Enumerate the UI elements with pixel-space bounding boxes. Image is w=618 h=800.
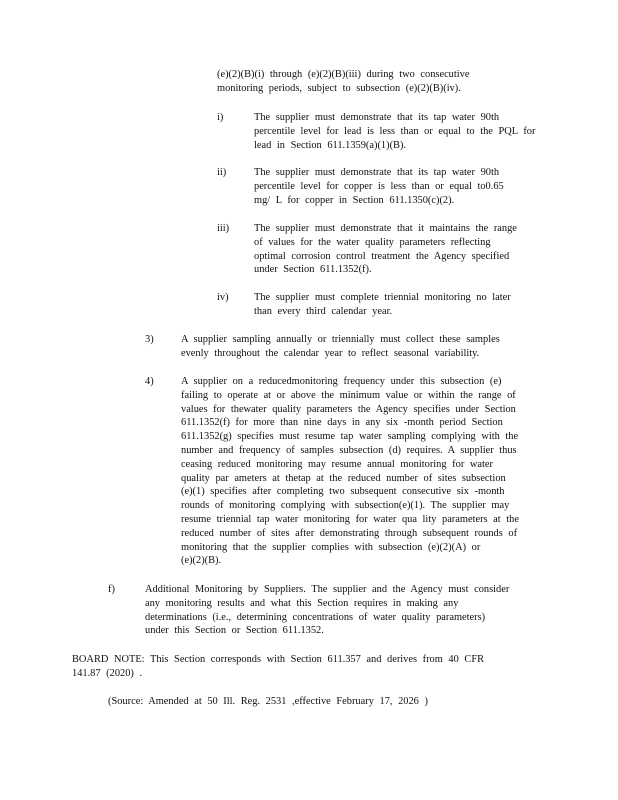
- item-label-4: 4): [145, 376, 154, 387]
- item-ii-text: [254, 166, 504, 207]
- item-label-f: f): [108, 584, 115, 595]
- text-line: (e)(2)(B)(i) through (e)(2)(B)(iii) during two consecutive: [217, 69, 470, 80]
- text-line: 611.1352(g) specifies must resume tap water sampling complying with the: [181, 431, 519, 443]
- item-4-text: [181, 375, 519, 568]
- text-line: The supplier must complete triennial monitoring no later: [254, 292, 511, 303]
- text-line: Additional Monitoring by Suppliers. The supplier and the Agency must consider: [145, 584, 510, 595]
- text-line: (e)(2)(B).: [181, 555, 222, 567]
- text-line: BOARD NOTE: This Section corresponds with Section 611.357 and derives from 40 CFR: [72, 654, 485, 665]
- item-iii-text: [254, 222, 517, 277]
- text-line: mg/ L for copper in Section 611.1350(c)(2).: [254, 194, 455, 206]
- text-line: 611.1352(f) for more than nine days in any six -month period Section: [181, 417, 503, 429]
- intro-paragraph: [217, 68, 469, 96]
- text-line: monitoring that the supplier complies with subsection (e)(2)(A) or: [181, 541, 481, 553]
- item-label-3: 3): [145, 334, 154, 345]
- item-label-iv: iv): [217, 292, 229, 303]
- text-line: monitoring periods, subject to subsection (e)(2)(B)(iv).: [217, 82, 461, 94]
- text-line: (e)(1) specifies after completing two subsequent consecutive six -month: [181, 486, 505, 498]
- item-label-ii: ii): [217, 167, 227, 178]
- text-line: than every third calendar year.: [254, 305, 393, 317]
- text-line: The supplier must demonstrate that it maintains the range: [254, 223, 517, 234]
- text-line: percentile level for lead is less than or equal to the PQL for: [254, 125, 536, 137]
- text-line: quality par ameters at thetap at the reduced number of sites subsection: [181, 472, 506, 484]
- item-i-text: [254, 111, 535, 152]
- board-note: [72, 653, 484, 681]
- item-label-i: i): [217, 112, 224, 123]
- text-line: A supplier sampling annually or triennially must collect these samples: [181, 334, 500, 345]
- text-line: failing to operate at or above the minimum value or within the range of: [181, 389, 516, 401]
- text-line: of values for the water quality parameters reflecting: [254, 236, 491, 248]
- text-line: The supplier must demonstrate that its tap water 90th: [254, 167, 500, 178]
- text-line: resume triennial tap water monitoring for water qua lity parameters at the: [181, 513, 519, 525]
- text-line: lead in Section 611.1359(a)(1)(B).: [254, 139, 407, 151]
- text-line: any monitoring results and what this Section requires in making any: [145, 597, 459, 609]
- text-line: under this Section or Section 611.1352.: [145, 625, 324, 637]
- item-iv-text: [254, 291, 511, 319]
- source-note: (Source: Amended at 50 Ill. Reg. 2531 ,effective February 17, 2026 ): [108, 696, 428, 707]
- item-label-iii: iii): [217, 223, 230, 234]
- text-line: reduced number of sites after demonstrating through subsequent rounds of: [181, 527, 518, 539]
- text-line: percentile level for copper is less than or equal to0.65: [254, 180, 504, 192]
- text-line: optimal corrosion control treatment the Agency specified: [254, 250, 510, 262]
- text-line: under Section 611.1352(f).: [254, 264, 372, 276]
- text-line: rounds of monitoring complying with subsection(e)(1). The supplier may: [181, 500, 510, 512]
- item-f-text: [145, 583, 509, 638]
- text-line: ceasing reduced monitoring may resume annual monitoring for water: [181, 458, 493, 470]
- text-line: The supplier must demonstrate that its tap water 90th: [254, 112, 500, 123]
- text-line: determinations (i.e., determining concentrations of water quality parameters): [145, 611, 486, 623]
- text-line: 141.87 (2020) .: [72, 667, 143, 679]
- text-line: A supplier on a reducedmonitoring frequency under this subsection (e): [181, 376, 502, 387]
- text-line: values for thewater quality parameters the Agency specifies under Section: [181, 403, 516, 415]
- item-3-text: [181, 333, 500, 361]
- text-line: number and frequency of samples subsection (d) requires. A supplier thus: [181, 444, 517, 456]
- text-line: evenly throughout the calendar year to reflect seasonal variability.: [181, 347, 480, 359]
